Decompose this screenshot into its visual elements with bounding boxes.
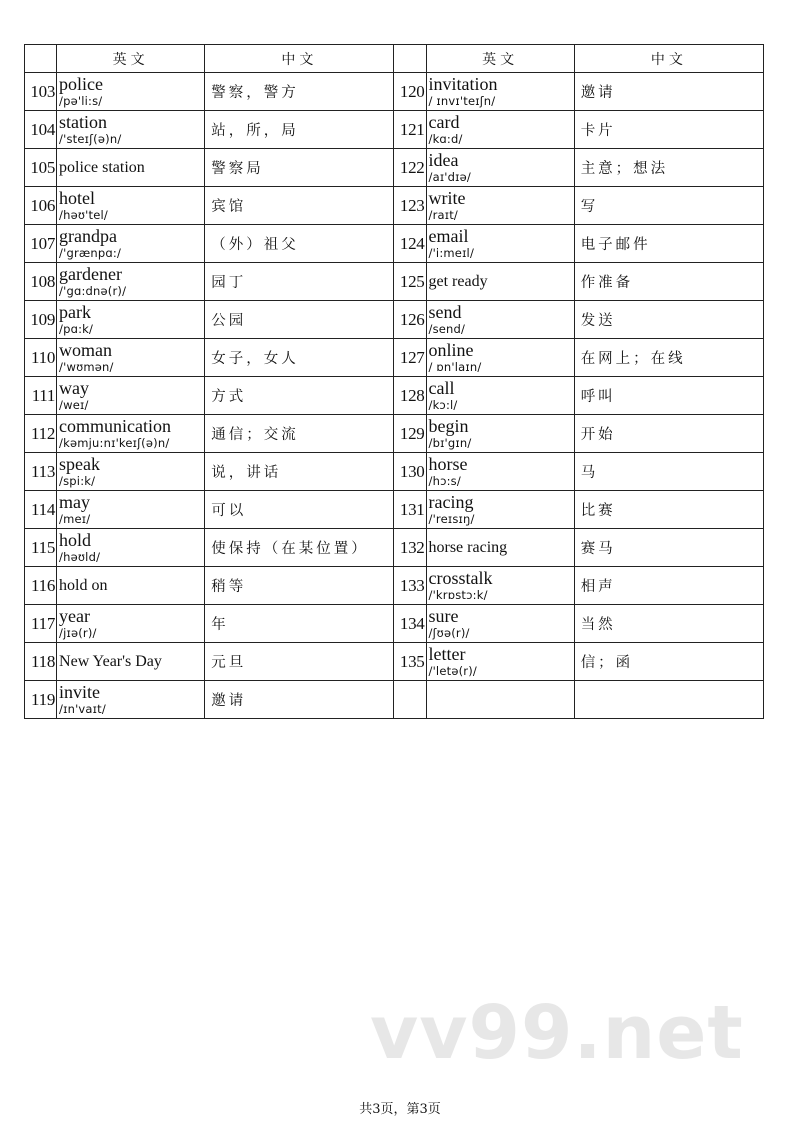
word: idea <box>428 150 459 170</box>
entry-chinese: 警察局 <box>205 149 394 187</box>
entry-english <box>426 225 574 263</box>
phonetic: /raɪt/ <box>428 208 459 222</box>
header-num-left <box>25 45 57 73</box>
phonetic: /kɔ:l/ <box>428 398 458 412</box>
entry-english <box>426 73 574 111</box>
entry-number: 118 <box>25 643 57 681</box>
entry-english <box>426 643 574 681</box>
phonetic: /spi:k/ <box>59 474 96 488</box>
phonetic: / ɪnvɪ'teɪʃn/ <box>428 94 496 108</box>
word: police station <box>59 158 145 176</box>
vocabulary-rows <box>25 73 764 719</box>
entry-number: 106 <box>25 187 57 225</box>
word: call <box>428 378 455 398</box>
table-row <box>25 339 764 377</box>
entry-number: 113 <box>25 453 57 491</box>
header-chinese-right: 中文 <box>574 45 763 73</box>
entry-chinese: 相声 <box>574 567 763 605</box>
phonetic: /'wʊmən/ <box>59 360 114 374</box>
phonetic: /weɪ/ <box>59 398 89 412</box>
table-row <box>25 643 764 681</box>
entry-number: 121 <box>394 111 426 149</box>
table-row <box>25 225 764 263</box>
entry-chinese: 写 <box>574 187 763 225</box>
entry-english <box>426 149 574 187</box>
entry-chinese: 稍等 <box>205 567 394 605</box>
entry-english <box>57 567 205 605</box>
entry-number: 134 <box>394 605 426 643</box>
entry-number: 119 <box>25 681 57 719</box>
entry-chinese <box>574 681 763 719</box>
word: letter <box>428 644 466 664</box>
entry-english <box>426 301 574 339</box>
entry-number: 115 <box>25 529 57 567</box>
phonetic: /'krɒstɔ:k/ <box>428 588 488 602</box>
phonetic: /ɪn'vaɪt/ <box>59 702 106 716</box>
header-num-right <box>394 45 426 73</box>
word: horse <box>428 454 468 474</box>
phonetic: /ʃʊə(r)/ <box>428 626 470 640</box>
phonetic: /hɔ:s/ <box>428 474 461 488</box>
entry-number: 126 <box>394 301 426 339</box>
entry-number: 122 <box>394 149 426 187</box>
phonetic: /bɪ'gɪn/ <box>428 436 472 450</box>
word: station <box>59 112 108 132</box>
phonetic: /kɑ:d/ <box>428 132 463 146</box>
phonetic: /meɪ/ <box>59 512 91 526</box>
phonetic: /kəmju:nɪ'keɪʃ(ə)n/ <box>59 436 170 450</box>
table-row <box>25 491 764 529</box>
word: online <box>428 340 474 360</box>
entry-number: 129 <box>394 415 426 453</box>
entry-chinese: 当然 <box>574 605 763 643</box>
entry-english <box>426 111 574 149</box>
entry-number: 114 <box>25 491 57 529</box>
table-row <box>25 187 764 225</box>
word: send <box>428 302 462 322</box>
entry-chinese: 公园 <box>205 301 394 339</box>
entry-chinese: 信；函 <box>574 643 763 681</box>
entry-chinese: 赛马 <box>574 529 763 567</box>
word: park <box>59 302 92 322</box>
word: horse racing <box>428 538 508 556</box>
phonetic: /pə'li:s/ <box>59 94 103 108</box>
table-row <box>25 529 764 567</box>
entry-chinese: 开始 <box>574 415 763 453</box>
entry-number: 124 <box>394 225 426 263</box>
phonetic: /'reɪsɪŋ/ <box>428 512 475 526</box>
entry-number: 120 <box>394 73 426 111</box>
entry-number: 133 <box>394 567 426 605</box>
entry-number: 112 <box>25 415 57 453</box>
table-row <box>25 453 764 491</box>
entry-chinese: 在网上；在线 <box>574 339 763 377</box>
word: card <box>428 112 460 132</box>
word: may <box>59 492 91 512</box>
entry-chinese: 可以 <box>205 491 394 529</box>
entry-english <box>426 263 574 301</box>
entry-english <box>426 187 574 225</box>
entry-number: 128 <box>394 377 426 415</box>
phonetic: /'gɑ:dnə(r)/ <box>59 284 127 298</box>
entry-english <box>426 491 574 529</box>
entry-english <box>57 301 205 339</box>
entry-number: 105 <box>25 149 57 187</box>
entry-english <box>426 339 574 377</box>
entry-english <box>57 111 205 149</box>
header-row <box>25 45 764 73</box>
entry-english <box>57 377 205 415</box>
entry-english <box>57 73 205 111</box>
entry-number: 104 <box>25 111 57 149</box>
vocabulary-table <box>24 44 764 719</box>
word: get ready <box>428 272 488 290</box>
word: invitation <box>428 74 498 94</box>
table-row <box>25 415 764 453</box>
entry-english <box>57 263 205 301</box>
word: sure <box>428 606 459 626</box>
word: gardener <box>59 264 122 284</box>
entry-chinese: 作准备 <box>574 263 763 301</box>
entry-number: 117 <box>25 605 57 643</box>
header-english-left: 英文 <box>57 45 205 73</box>
word: email <box>428 226 469 246</box>
entry-chinese: 年 <box>205 605 394 643</box>
entry-number: 131 <box>394 491 426 529</box>
entry-number: 109 <box>25 301 57 339</box>
entry-english <box>57 415 205 453</box>
entry-chinese: 警察，警方 <box>205 73 394 111</box>
header-chinese-left: 中文 <box>205 45 394 73</box>
entry-chinese: （外）祖父 <box>205 225 394 263</box>
phonetic: /həʊld/ <box>59 550 101 564</box>
entry-english <box>57 681 205 719</box>
entry-number: 108 <box>25 263 57 301</box>
header-english-right: 英文 <box>426 45 574 73</box>
entry-english <box>426 377 574 415</box>
phonetic: / ɒn'laɪn/ <box>428 360 482 374</box>
entry-chinese: 主意；想法 <box>574 149 763 187</box>
entry-chinese: 发送 <box>574 301 763 339</box>
entry-chinese: 通信；交流 <box>205 415 394 453</box>
word: communication <box>59 416 172 436</box>
table-row <box>25 681 764 719</box>
page-footer: 共3页，第3页 <box>359 1102 441 1117</box>
entry-number: 111 <box>25 377 57 415</box>
entry-chinese: 邀请 <box>574 73 763 111</box>
table-row <box>25 377 764 415</box>
entry-english <box>57 339 205 377</box>
entry-chinese: 邀请 <box>205 681 394 719</box>
entry-number: 116 <box>25 567 57 605</box>
entry-english <box>426 605 574 643</box>
entry-chinese: 呼叫 <box>574 377 763 415</box>
entry-chinese: 比赛 <box>574 491 763 529</box>
entry-english <box>57 149 205 187</box>
word: woman <box>59 340 113 360</box>
entry-english <box>426 681 574 719</box>
entry-chinese: 宾馆 <box>205 187 394 225</box>
phonetic: /send/ <box>428 322 466 336</box>
entry-chinese: 说，讲话 <box>205 453 394 491</box>
entry-chinese: 马 <box>574 453 763 491</box>
table-row <box>25 605 764 643</box>
entry-number: 125 <box>394 263 426 301</box>
word: New Year's Day <box>59 652 162 670</box>
entry-number: 110 <box>25 339 57 377</box>
word: invite <box>59 682 101 702</box>
phonetic: /aɪ'dɪə/ <box>428 170 471 184</box>
word: racing <box>428 492 474 512</box>
entry-chinese: 女子，女人 <box>205 339 394 377</box>
entry-number: 130 <box>394 453 426 491</box>
watermark: vv99.net <box>370 990 744 1076</box>
table-row <box>25 111 764 149</box>
table-row <box>25 73 764 111</box>
entry-english <box>57 225 205 263</box>
word: year <box>59 606 91 626</box>
entry-english <box>57 643 205 681</box>
entry-english <box>57 491 205 529</box>
entry-number: 132 <box>394 529 426 567</box>
entry-chinese: 电子邮件 <box>574 225 763 263</box>
table-row <box>25 567 764 605</box>
entry-english <box>426 415 574 453</box>
entry-english <box>426 529 574 567</box>
entry-english <box>57 453 205 491</box>
entry-chinese: 站，所，局 <box>205 111 394 149</box>
word: write <box>428 188 466 208</box>
phonetic: /'i:meɪl/ <box>428 246 475 260</box>
table-row <box>25 301 764 339</box>
entry-number: 107 <box>25 225 57 263</box>
word: police <box>59 74 104 94</box>
entry-english <box>57 187 205 225</box>
entry-chinese: 元旦 <box>205 643 394 681</box>
entry-chinese: 卡片 <box>574 111 763 149</box>
table-row <box>25 149 764 187</box>
word: speak <box>59 454 101 474</box>
entry-number <box>394 681 426 719</box>
word: grandpa <box>59 226 118 246</box>
entry-number: 127 <box>394 339 426 377</box>
word: hotel <box>59 188 96 208</box>
table-row <box>25 263 764 301</box>
entry-english <box>426 453 574 491</box>
phonetic: /'grænpɑ:/ <box>59 246 122 260</box>
phonetic: /jɪə(r)/ <box>59 626 97 640</box>
phonetic: /'letə(r)/ <box>428 664 477 678</box>
entry-number: 103 <box>25 73 57 111</box>
word: hold <box>59 530 92 550</box>
entry-number: 123 <box>394 187 426 225</box>
entry-number: 135 <box>394 643 426 681</box>
phonetic: /pɑ:k/ <box>59 322 94 336</box>
entry-chinese: 方式 <box>205 377 394 415</box>
word: way <box>59 378 90 398</box>
entry-english <box>57 605 205 643</box>
entry-chinese: 园丁 <box>205 263 394 301</box>
word: begin <box>428 416 469 436</box>
entry-chinese: 使保持（在某位置） <box>205 529 394 567</box>
word: crosstalk <box>428 568 493 588</box>
entry-english <box>426 567 574 605</box>
entry-english <box>57 529 205 567</box>
word: hold on <box>59 576 108 594</box>
phonetic: /həʊ'tel/ <box>59 208 108 222</box>
phonetic: /'steɪʃ(ə)n/ <box>59 132 122 146</box>
